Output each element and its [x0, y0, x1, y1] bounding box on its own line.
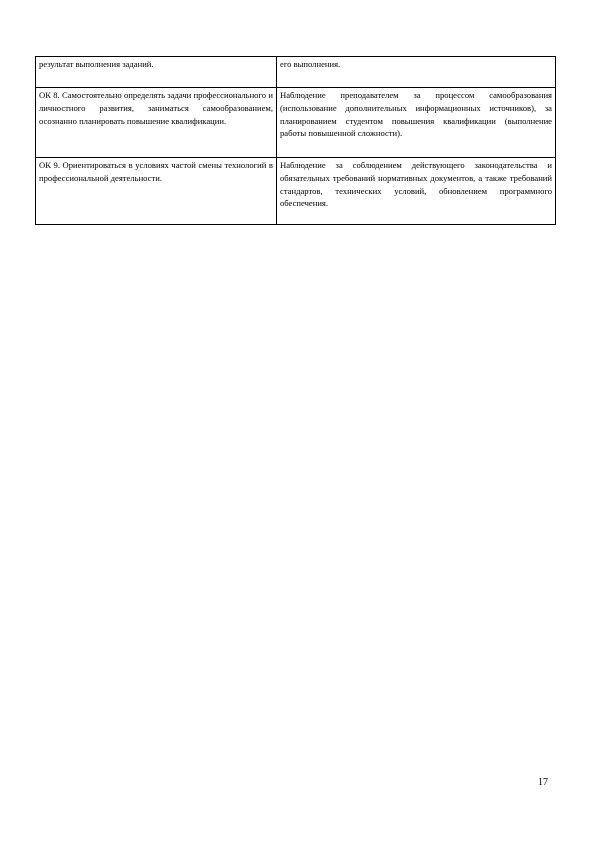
table-cell-competency-ok9: ОК 9. Ориентироваться в условиях частой смены технологий в профессиональной деятельности.: [36, 158, 277, 225]
table-cell-assessment: его выполнения.: [277, 57, 556, 88]
page-number: 17: [538, 777, 548, 788]
table-cell-result: результат выполнения заданий.: [36, 57, 277, 88]
table-row: [36, 158, 556, 225]
table-row: [36, 57, 556, 88]
table-cell-assessment-ok9: Наблюдение за соблюдением действующего законодательства и обязательных требований нормативных документов, а также требований стандартов, технических условий, обновлением программного обеспечения.: [277, 158, 556, 225]
assessment-table: [35, 56, 556, 225]
table-row: [36, 88, 556, 158]
table-cell-assessment-ok8: Наблюдение преподавателем за процессом самообразования (использование дополнительных информационных источников), за планированием студентом повышения квалификации (выполнение работы повышенной сложности).: [277, 88, 556, 158]
table-cell-competency-ok8: ОК 8. Самостоятельно определять задачи профессионального и личностного развития, заниматься самообразованием, осознанно планировать повышение квалификации.: [36, 88, 277, 158]
